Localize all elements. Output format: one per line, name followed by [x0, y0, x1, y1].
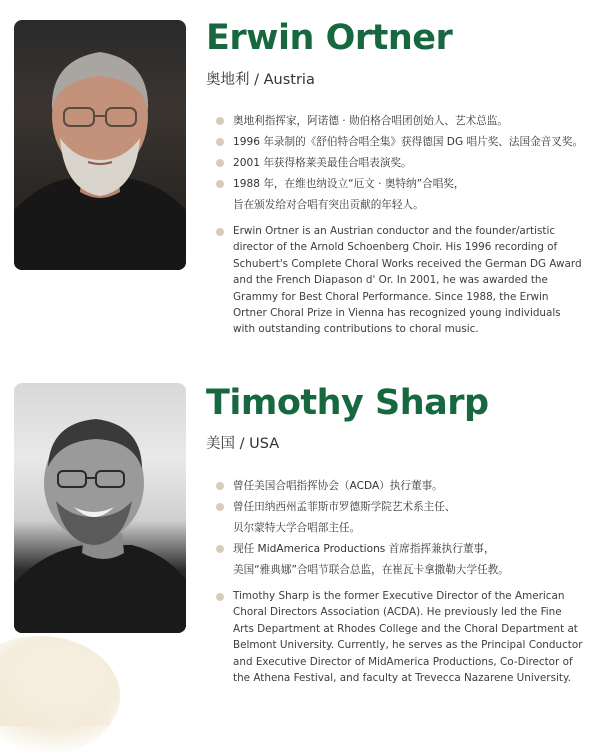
portrait-photo [14, 20, 186, 270]
bio-item [214, 153, 586, 174]
bio-item [214, 497, 586, 539]
person-country: 奥地利 / Austria [206, 72, 315, 88]
chinese-bio-list [214, 476, 586, 581]
bio-item-continuation: 美国“雅典娜”合唱节联合总监，在崔瓦卡拿撒勒大学任教。 [233, 564, 509, 576]
bullet-dot-icon [216, 482, 224, 490]
bio-item-text: 现任 MidAmerica Productions 首席指挥兼执行董事， [233, 543, 495, 555]
profile-erwin-ortner [0, 0, 591, 370]
bio-item-text: 曾任田纳西州孟菲斯市罗德斯学院艺术系主任、 [233, 501, 456, 513]
person-name: Erwin Ortner [206, 18, 453, 58]
bio-item-text: 1988 年，在维也纳设立“厄文 · 奥特纳”合唱奖， [233, 178, 465, 190]
english-bio-text: Erwin Ortner is an Austrian conductor and the founder/artistic director of the Arnold Schoenberg Choir. His 1996 recording of Schubert's Complete Choral Works received the German DG Award and the French Diapason d' Or. In 2001, he was awarded the Grammy for Best Choral Performance. Since 1988, the Erwin Ortner Choral Prize in Vienna has recognized young individuals with outstanding contributions to choral music. [233, 225, 582, 336]
english-bio [214, 588, 586, 686]
bullet-dot-icon [216, 159, 224, 167]
bio-item [214, 132, 586, 153]
bullet-dot-icon [216, 138, 224, 146]
bio-item [214, 174, 586, 216]
bullet-dot-icon [216, 503, 224, 511]
bio-item-continuation: 贝尔蒙特大学合唱部主任。 [233, 522, 361, 534]
portrait-photo [14, 383, 186, 633]
bio-item-text: 奥地利指挥家，阿诺德 · 勋伯格合唱团创始人、艺术总监。 [233, 115, 508, 127]
bio-item-continuation: 旨在颁发给对合唱有突出贡献的年轻人。 [233, 199, 424, 211]
bullet-dot-icon [216, 180, 224, 188]
person-name: Timothy Sharp [206, 383, 489, 423]
bullet-dot-icon [216, 117, 224, 125]
profile-timothy-sharp [0, 370, 591, 726]
bio-item-text: 曾任美国合唱指挥协会（ACDA）执行董事。 [233, 480, 443, 492]
bullet-dot-icon [216, 593, 224, 601]
bullet-dot-icon [216, 545, 224, 553]
person-country: 美国 / USA [206, 436, 280, 452]
bio-item [214, 111, 586, 132]
bio-item [214, 476, 586, 497]
english-bio-text: Timothy Sharp is the former Executive Director of the American Choral Directors Association (ACDA). He previously led the Fine Arts Department at Rhodes College and the Choral Department at Belmont University. Currently, he serves as the Principal Conductor and Executive Director of MidAmerica Productions, Co-Director of the Athena Festival, and faculty at Trevecca Nazarene University. [233, 590, 583, 685]
bio-item [214, 539, 586, 581]
chinese-bio-list [214, 111, 586, 216]
bio-item-text: 1996 年录制的《舒伯特合唱全集》获得德国 DG 唱片奖、法国金音叉奖。 [233, 136, 584, 148]
bio-item-text: 2001 年获得格莱美最佳合唱表演奖。 [233, 157, 412, 169]
english-bio [214, 223, 586, 338]
bullet-dot-icon [216, 228, 224, 236]
